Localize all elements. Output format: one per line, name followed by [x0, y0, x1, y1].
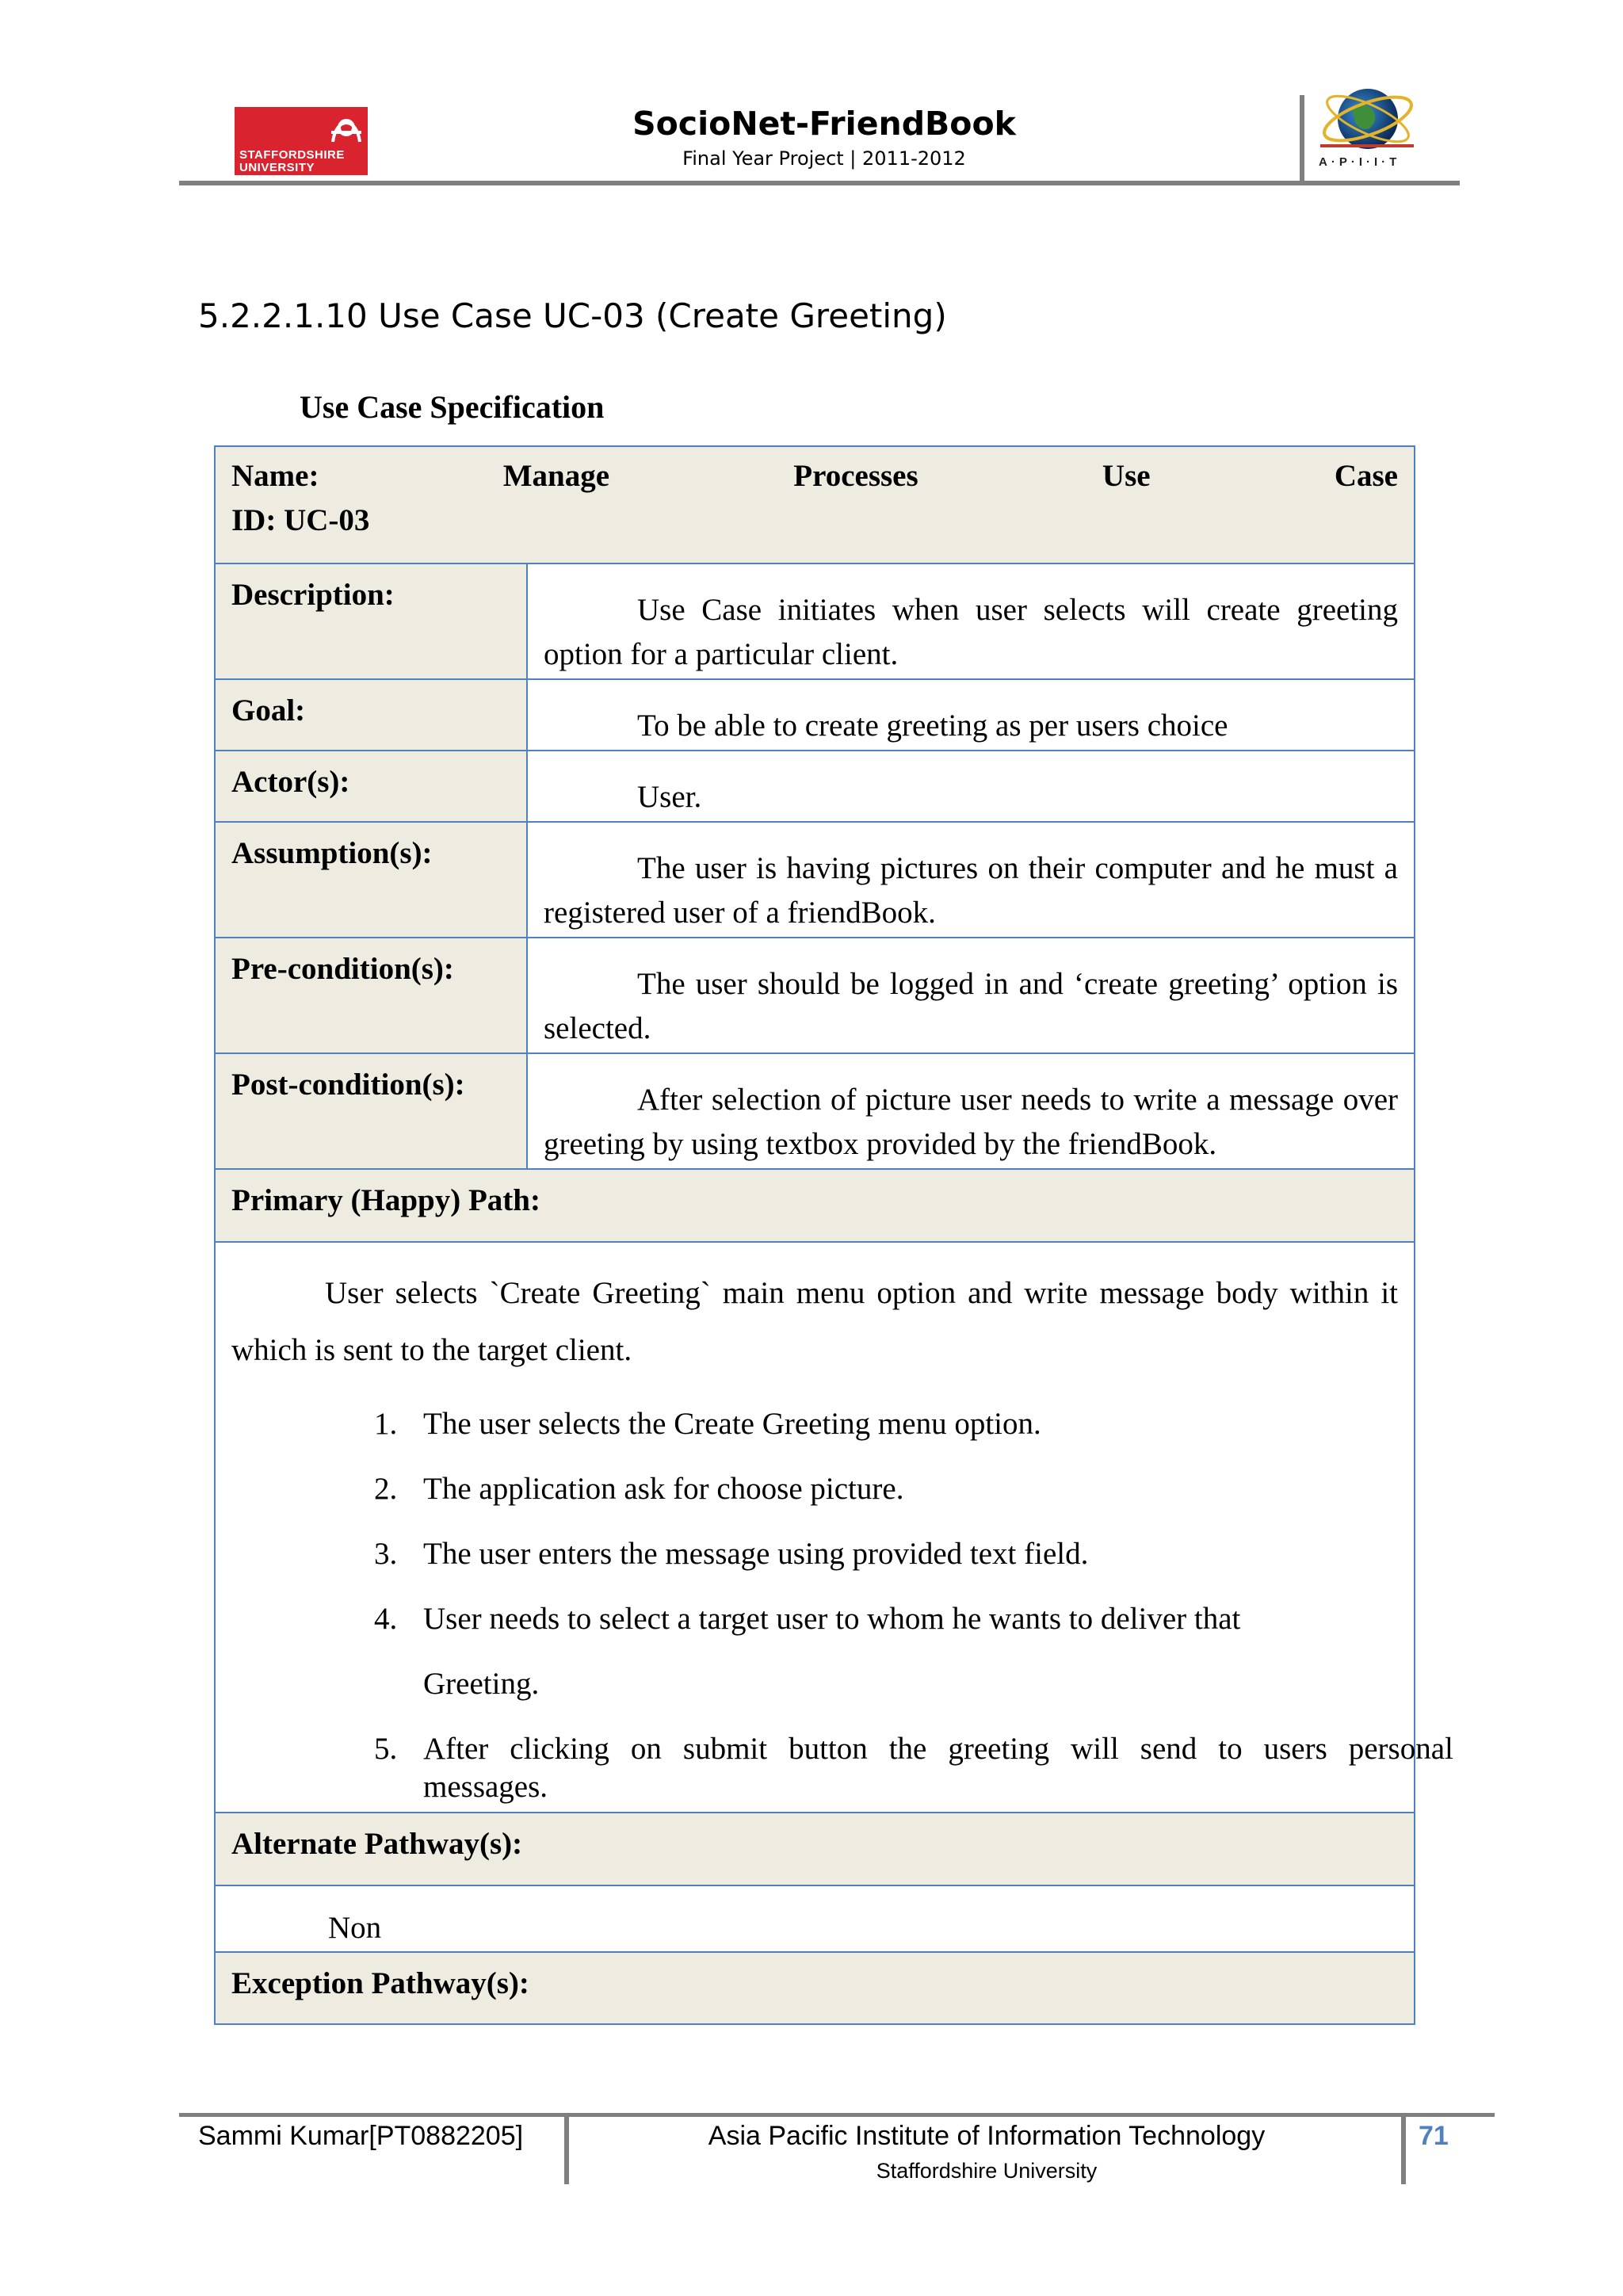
apiit-logo-text: A·P·I·I·T — [1319, 155, 1401, 169]
list-item-text: After clicking on submit button the greeting will send to users personal — [423, 1732, 1453, 1766]
row-label: Goal: — [231, 693, 306, 728]
row-label: Pre-condition(s): — [231, 952, 454, 986]
section-heading: 5.2.2.1.10 Use Case UC-03 (Create Greeting) — [198, 296, 947, 335]
logo-text-line1: STAFFORDSHIRE — [239, 148, 345, 162]
primary-path-header — [216, 1168, 1414, 1241]
name-row — [216, 447, 1414, 563]
name-word: Manage — [502, 459, 610, 493]
name-word: Case — [1334, 459, 1398, 493]
alternate-path-value: Non — [328, 1911, 382, 1945]
staffordshire-logo — [235, 107, 368, 175]
name-word: Processes — [793, 459, 918, 493]
table-row — [216, 937, 1414, 1052]
footer-separator — [1401, 2116, 1406, 2184]
name-word: Use — [1102, 459, 1151, 493]
table-row — [216, 750, 1414, 821]
row-label: Assumption(s): — [231, 836, 433, 870]
row-label: Exception Pathway(s): — [231, 1966, 529, 2000]
use-case-table — [214, 445, 1453, 2025]
footer-author: Sammi Kumar[PT0882205] — [198, 2121, 524, 2151]
table-row — [216, 563, 1414, 678]
row-value: The user should be logged in and ‘create greeting’ option is selected. — [544, 967, 1398, 1045]
footer-separator — [564, 2116, 569, 2184]
row-label: Description: — [231, 578, 395, 612]
document-subtitle: Final Year Project | 2011-2012 — [682, 147, 966, 170]
row-label: Actor(s): — [231, 765, 350, 799]
spec-label: Use Case Specification — [300, 389, 605, 425]
row-value: User. — [637, 780, 702, 814]
row-label: Alternate Pathway(s): — [231, 1827, 523, 1861]
table-row — [216, 678, 1414, 750]
row-value: Use Case initiates when user selects will create greeting option for a particular client. — [544, 593, 1398, 671]
alternate-path-header — [216, 1812, 1414, 1885]
alternate-path-body — [216, 1885, 1414, 1951]
document-title: SocioNet-FriendBook — [632, 105, 1016, 143]
footer-rule — [179, 2113, 1495, 2117]
primary-path-intro: User selects `Create Greeting` main menu option and write message body within it which is sent to the target client. — [231, 1276, 1398, 1367]
name-word: Name: — [231, 459, 319, 493]
list-item: 5. — [374, 1732, 398, 1766]
row-value: After selection of picture user needs to write a message over greeting by using textbox provided by the friendBook. — [544, 1083, 1398, 1161]
name-line — [231, 458, 1398, 494]
knot-icon — [328, 110, 365, 145]
exception-path-header — [216, 1951, 1414, 2023]
header-separator — [1300, 95, 1304, 184]
page-number: 71 — [1419, 2121, 1449, 2151]
list-item: 4. User needs to select a target user to whom he wants to deliver that — [374, 1602, 1241, 1636]
row-label: Post-condition(s): — [231, 1068, 465, 1102]
list-item: 2. The application ask for choose picture. — [374, 1472, 904, 1506]
footer-institute: Asia Pacific Institute of Information Technology — [708, 2121, 1266, 2151]
row-value: To be able to create greeting as per users choice — [637, 709, 1228, 743]
use-case-id: ID: UC-03 — [231, 503, 370, 537]
list-item-continuation: messages. — [423, 1770, 548, 1804]
logo-text-line2: UNIVERSITY — [239, 161, 315, 174]
list-item: 3. The user enters the message using provided text field. — [374, 1537, 1089, 1571]
list-item: 1. The user selects the Create Greeting menu option. — [374, 1407, 1041, 1441]
header-rule — [179, 181, 1460, 185]
row-value: The user is having pictures on their computer and he must a registered user of a friendBook. — [544, 851, 1398, 930]
primary-path-body — [216, 1241, 1453, 1812]
list-item-continuation: Greeting. — [423, 1667, 540, 1701]
table-row — [216, 1052, 1414, 1168]
row-label: Primary (Happy) Path: — [231, 1183, 540, 1217]
table-row — [216, 821, 1414, 937]
footer-university: Staffordshire University — [876, 2159, 1098, 2183]
